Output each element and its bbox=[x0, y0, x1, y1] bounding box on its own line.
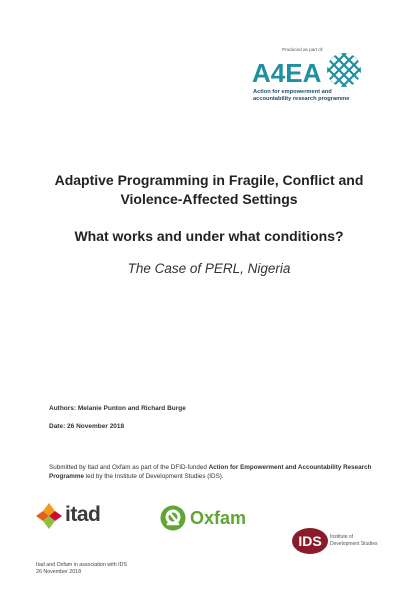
ids-name-line-1: Institute of bbox=[330, 534, 354, 540]
a4ea-globe-icon bbox=[324, 50, 364, 90]
footer-line-1: Itad and Oxfam in association with IDS bbox=[36, 562, 127, 568]
itad-logo-icon bbox=[35, 502, 63, 530]
a4ea-logo-text: A4EA bbox=[252, 58, 322, 88]
submission-text-end: led by the Institute of Development Studies (IDS). bbox=[84, 473, 224, 480]
ids-name-line-2: Development Studies bbox=[330, 541, 378, 547]
authors-line: Authors: Melanie Punton and Richard Burge bbox=[49, 405, 186, 412]
itad-logo-text: itad bbox=[65, 503, 101, 526]
programme-name: Action for Empowerment and Accountability Research Programme bbox=[49, 464, 372, 480]
produced-as-part-of-label: Produced as part of: bbox=[282, 47, 324, 52]
svg-text:IDS: IDS bbox=[298, 533, 322, 549]
submission-statement bbox=[49, 463, 374, 481]
case-study-title: The Case of PERL, Nigeria bbox=[127, 261, 291, 276]
date-line: Date: 26 November 2018 bbox=[49, 423, 125, 430]
ids-logo-icon bbox=[291, 526, 329, 556]
oxfam-logo-icon bbox=[160, 505, 186, 531]
a4ea-tagline-line-1: Action for empowerment and bbox=[253, 89, 332, 95]
submission-text-start: Submitted by Itad and Oxfam as part of the DFID-funded bbox=[49, 464, 209, 471]
oxfam-logo-text: Oxfam bbox=[190, 508, 247, 528]
a4ea-tagline-line-2: accountability research programme bbox=[253, 96, 350, 102]
document-title-line-1: Adaptive Programming in Fragile, Conflict and bbox=[54, 172, 364, 188]
document-title-line-2: Violence-Affected Settings bbox=[120, 191, 298, 207]
document-subtitle: What works and under what conditions? bbox=[74, 228, 344, 244]
footer-line-2: 26 November 2018 bbox=[36, 569, 82, 575]
